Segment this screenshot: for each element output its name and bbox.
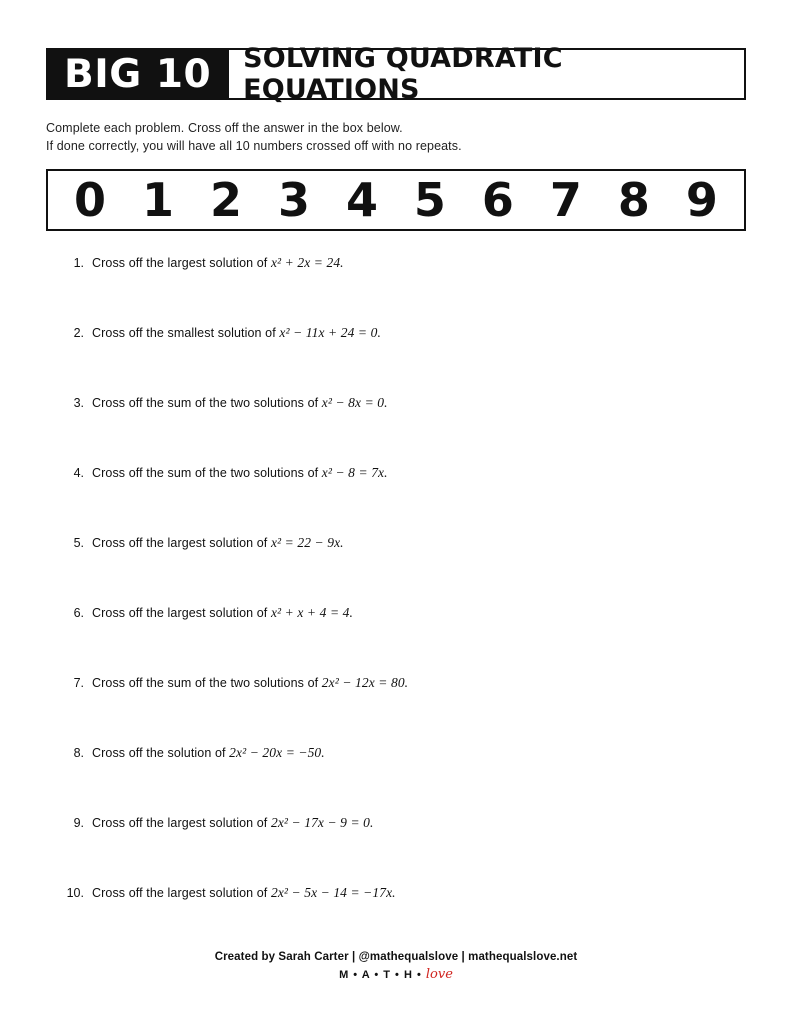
footer-logo-text: M • A • T • H • bbox=[339, 969, 422, 981]
problem-number: 10. bbox=[66, 886, 84, 901]
number-bank-digit[interactable]: 0 bbox=[74, 173, 107, 228]
problem-text bbox=[92, 255, 344, 271]
problem-number: 2. bbox=[73, 326, 84, 341]
problem-prefix: Cross off the sum of the two solutions of bbox=[92, 396, 322, 411]
problem-number: 6. bbox=[73, 606, 84, 621]
problem-item bbox=[62, 605, 746, 675]
problem-equation: 2x² − 5x − 14 = −17x. bbox=[270, 885, 396, 901]
problem-equation: 2x² − 12x = 80. bbox=[321, 675, 409, 691]
problem-item bbox=[62, 325, 746, 395]
problem-number: 7. bbox=[73, 676, 84, 691]
problem-item bbox=[62, 885, 746, 955]
problem-text bbox=[92, 605, 353, 621]
problem-prefix: Cross off the largest solution of bbox=[92, 536, 271, 551]
problem-number: 4. bbox=[73, 466, 84, 481]
page-title: SOLVING QUADRATIC EQUATIONS bbox=[243, 43, 563, 105]
problem-text bbox=[92, 395, 388, 411]
problem-list bbox=[46, 255, 746, 955]
number-bank-digit[interactable]: 9 bbox=[685, 173, 718, 228]
big-ten-badge: BIG 10 bbox=[48, 50, 229, 98]
problem-item bbox=[62, 675, 746, 745]
worksheet-title-bar bbox=[46, 43, 746, 105]
footer bbox=[0, 951, 792, 982]
problem-prefix: Cross off the sum of the two solutions of bbox=[92, 466, 322, 481]
number-bank-digit[interactable]: 2 bbox=[209, 173, 242, 228]
problem-equation: x² − 11x + 24 = 0. bbox=[279, 325, 381, 341]
problem-item bbox=[62, 815, 746, 885]
problem-text bbox=[92, 465, 388, 481]
number-bank bbox=[46, 169, 746, 231]
number-bank-digit[interactable]: 3 bbox=[277, 173, 310, 228]
instructions-line-2: If done correctly, you will have all 10 numbers crossed off with no repeats. bbox=[46, 139, 462, 154]
problem-prefix: Cross off the largest solution of bbox=[92, 256, 271, 271]
problem-prefix: Cross off the sum of the two solutions of bbox=[92, 676, 322, 691]
problem-prefix: Cross off the largest solution of bbox=[92, 886, 271, 901]
number-bank-digit[interactable]: 7 bbox=[549, 173, 582, 228]
problem-number: 3. bbox=[73, 396, 84, 411]
footer-logo bbox=[0, 967, 792, 982]
number-bank-digit[interactable]: 1 bbox=[141, 173, 174, 228]
number-bank-digit[interactable]: 4 bbox=[345, 173, 378, 228]
problem-equation: x² = 22 − 9x. bbox=[270, 535, 344, 551]
problem-text bbox=[92, 675, 408, 691]
problem-item bbox=[62, 255, 746, 325]
number-bank-digit[interactable]: 8 bbox=[617, 173, 650, 228]
problem-equation: 2x² − 17x − 9 = 0. bbox=[270, 815, 374, 831]
problem-text bbox=[92, 815, 374, 831]
problem-text bbox=[92, 885, 396, 901]
problem-prefix: Cross off the solution of bbox=[92, 746, 230, 761]
problem-text bbox=[92, 745, 325, 761]
instructions-line-1: Complete each problem. Cross off the answer in the box below. bbox=[46, 121, 403, 135]
problem-prefix: Cross off the largest solution of bbox=[92, 816, 271, 831]
problem-item bbox=[62, 465, 746, 535]
problem-number: 8. bbox=[73, 746, 84, 761]
problem-prefix: Cross off the largest solution of bbox=[92, 606, 271, 621]
problem-equation: x² − 8x = 0. bbox=[321, 395, 388, 411]
problem-prefix: Cross off the smallest solution of bbox=[92, 326, 280, 341]
problem-equation: 2x² − 20x = −50. bbox=[229, 745, 325, 761]
instructions bbox=[46, 119, 746, 155]
problem-item bbox=[62, 395, 746, 465]
footer-credit: Created by Sarah Carter | @mathequalslove | mathequalslove.net bbox=[214, 951, 578, 963]
problem-text bbox=[92, 535, 344, 551]
problem-equation: x² − 8 = 7x. bbox=[321, 465, 388, 481]
problem-equation: x² + x + 4 = 4. bbox=[270, 605, 353, 621]
problem-number: 1. bbox=[73, 256, 84, 271]
problem-text bbox=[92, 325, 381, 341]
number-bank-digit[interactable]: 6 bbox=[481, 173, 514, 228]
problem-equation: x² + 2x = 24. bbox=[270, 255, 344, 271]
problem-item bbox=[62, 745, 746, 815]
problem-number: 9. bbox=[73, 816, 84, 831]
problem-item bbox=[62, 535, 746, 605]
footer-logo-love: love bbox=[425, 967, 453, 982]
problem-number: 5. bbox=[73, 536, 84, 551]
number-bank-digit[interactable]: 5 bbox=[413, 173, 446, 228]
